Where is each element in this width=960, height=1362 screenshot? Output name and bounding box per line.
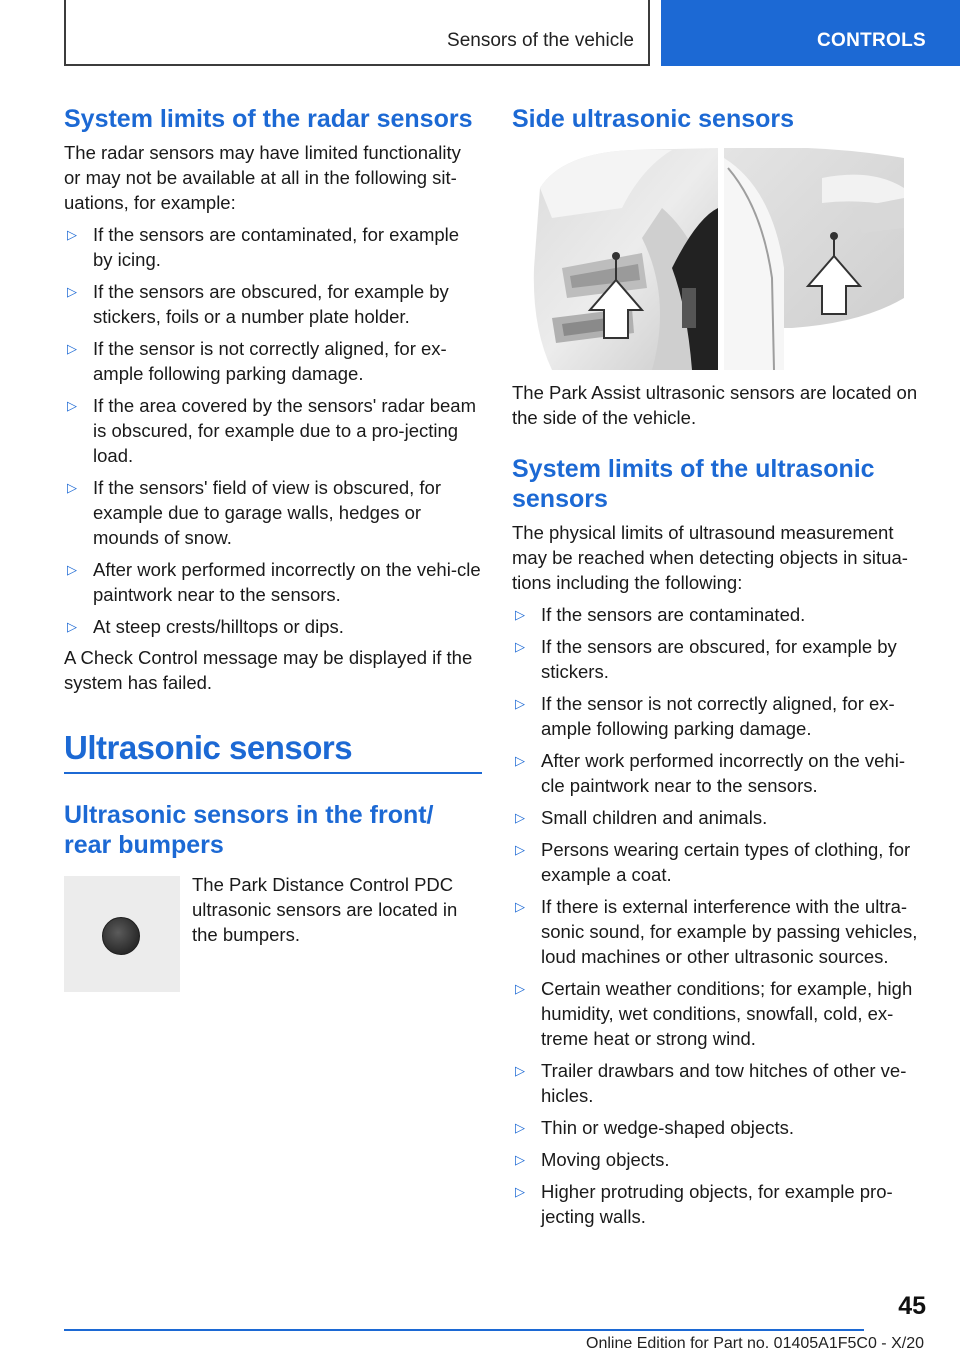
chapter-title: Sensors of the vehicle (447, 30, 634, 51)
triangle-bullet-icon: ▷ (515, 810, 525, 825)
triangle-bullet-icon: ▷ (515, 981, 525, 996)
list-item: ▷ Persons wearing certain types of clothing, for example a coat. (515, 839, 911, 885)
triangle-bullet-icon: ▷ (67, 341, 77, 356)
triangle-bullet-icon: ▷ (515, 842, 525, 857)
bumpers-heading: Ultrasonic sensors in the front/ rear bumpers (64, 800, 434, 859)
triangle-bullet-icon: ▷ (67, 480, 77, 495)
list-item: ▷ After work performed incorrectly on the vehi‐cle paintwork near to the sensors. (67, 559, 481, 605)
list-item: ▷ If the sensors are contaminated. (515, 604, 806, 625)
list-item: ▷ If the sensor is not correctly aligned, for ex‐ample following parking damage. (515, 693, 895, 739)
page-number: 45 (898, 1292, 926, 1320)
list-item: ▷ If the sensors are contaminated, for example by icing. (67, 224, 460, 270)
side-sensor-illustration (522, 148, 904, 370)
side-sensors-heading: Side ultrasonic sensors (512, 105, 795, 133)
ultrasonic-title: Ultrasonic sensors (64, 729, 353, 766)
footer-rule (64, 1329, 864, 1331)
list-item: ▷ If the area covered by the sensors' radar beam is obscured, for example due to a pro‐jecting load. (67, 395, 476, 466)
list-item: ▷ If the sensors are obscured, for example by stickers, foils or a number plate holder. (67, 281, 449, 327)
triangle-bullet-icon: ▷ (515, 607, 525, 622)
list-item: ▷ If the sensors' field of view is obscured, for example due to garage walls, hedges or mounds of snow. (67, 477, 441, 548)
triangle-bullet-icon: ▷ (515, 1152, 525, 1167)
title-rule (64, 772, 482, 774)
triangle-bullet-icon: ▷ (515, 899, 525, 914)
bumpers-block (64, 873, 482, 996)
left-column (64, 104, 482, 996)
list-item: ▷ Thin or wedge-shaped objects. (515, 1117, 794, 1138)
list-item: ▷ If the sensors are obscured, for example by stickers. (515, 636, 897, 682)
radar-limits-heading: System limits of the radar sensors (64, 105, 473, 133)
list-item: ▷ If there is external interference with the ultra‐sonic sound, for example by passing vehicles, loud machines or other ultrasonic sources. (515, 896, 918, 967)
car-side-image (522, 148, 904, 370)
list-item: ▷ Small children and animals. (515, 807, 768, 828)
triangle-bullet-icon: ▷ (67, 284, 77, 299)
list-item: ▷ Higher protruding objects, for example pro‐jecting walls. (515, 1181, 893, 1227)
list-item: ▷ Moving objects. (515, 1149, 670, 1170)
header-section-box (661, 0, 960, 66)
triangle-bullet-icon: ▷ (515, 1184, 525, 1199)
sensor-image (64, 876, 180, 992)
section-label: CONTROLS (816, 30, 926, 51)
triangle-bullet-icon: ▷ (515, 639, 525, 654)
triangle-bullet-icon: ▷ (67, 619, 77, 634)
list-item: ▷ Certain weather conditions; for example, high humidity, wet conditions, snowfall, cold, ex‐treme heat or strong wind. (515, 978, 913, 1049)
radar-outro: A Check Control message may be displayed if the system has failed. (64, 647, 473, 693)
ultrasonic-sensor-icon (102, 917, 140, 955)
triangle-bullet-icon: ▷ (67, 227, 77, 242)
list-item: ▷ After work performed incorrectly on the vehi‐cle paintwork near to the sensors. (515, 750, 905, 796)
ultrasonic-limits-heading: System limits of the ultrasonic sensors (512, 455, 875, 513)
triangle-bullet-icon: ▷ (515, 696, 525, 711)
radar-limits-list (64, 222, 482, 639)
bumpers-text: The Park Distance Control PDC ultrasonic sensors are located in the bumpers. (192, 873, 458, 945)
right-column (512, 104, 926, 1229)
triangle-bullet-icon: ▷ (515, 1063, 525, 1078)
list-item: ▷ If the sensor is not correctly aligned, for ex‐ample following parking damage. (67, 338, 447, 384)
ultrasonic-limits-intro: The physical limits of ultrasound measurement may be reached when detecting objects in situa‐tions including the following: (512, 522, 908, 593)
triangle-bullet-icon: ▷ (515, 1120, 525, 1135)
triangle-bullet-icon: ▷ (67, 562, 77, 577)
list-item: ▷ Trailer drawbars and tow hitches of other ve‐hicles. (515, 1060, 907, 1106)
side-sensors-text: The Park Assist ultrasonic sensors are located on the side of the vehicle. (512, 382, 918, 428)
ultrasonic-limits-list (512, 602, 926, 1229)
radar-intro: The radar sensors may have limited functionality or may not be available at all in the following sit‐uations, for example: (64, 142, 461, 213)
triangle-bullet-icon: ▷ (515, 753, 525, 768)
list-item: ▷ At steep crests/hilltops or dips. (67, 616, 344, 637)
edition-text: Online Edition for Part no. 01405A1F5C0 - X/20 (586, 1335, 924, 1352)
header-chapter-box (64, 0, 650, 66)
triangle-bullet-icon: ▷ (67, 398, 77, 413)
